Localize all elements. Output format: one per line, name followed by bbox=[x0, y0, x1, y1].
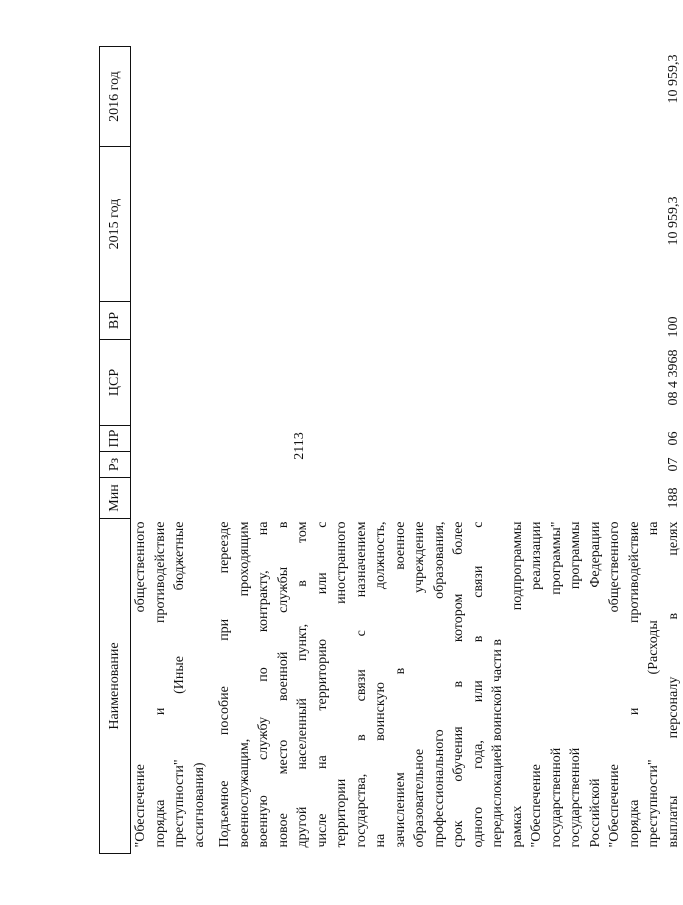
name-line: профессионального образования, bbox=[431, 521, 447, 848]
name-line: территории иностранного bbox=[334, 521, 349, 848]
budget-table bbox=[99, 46, 683, 854]
name-line: другой населенный пункт, в том bbox=[295, 521, 310, 848]
header-2015: 2015 год bbox=[100, 147, 131, 302]
header-pr: ПР bbox=[100, 426, 131, 452]
header-min: Мин bbox=[100, 478, 131, 519]
cell-rz: 07 bbox=[665, 457, 681, 472]
name-line: порядка и противодействие bbox=[152, 521, 168, 848]
name-line: "Обеспечение реализации bbox=[529, 521, 544, 848]
cell-vr: 100 bbox=[665, 316, 681, 338]
name-line: государственной программы bbox=[568, 521, 583, 848]
cell-2015: 10 959,3 bbox=[665, 196, 681, 246]
table-header-row bbox=[100, 47, 131, 854]
name-line: военнослужащим, проходящим bbox=[236, 521, 252, 848]
header-rz: Рз bbox=[100, 452, 131, 478]
name-line: срок обучения в котором более bbox=[451, 521, 466, 848]
row-name bbox=[131, 519, 210, 854]
name-line: государственной программы" bbox=[548, 521, 564, 848]
name-line: "Обеспечение общественного bbox=[607, 521, 622, 848]
name-line: зачислением в военное bbox=[392, 521, 408, 848]
name-line: ассигнования) bbox=[191, 762, 207, 848]
name-line: военную службу по контракту, на bbox=[256, 521, 271, 848]
cell-2016: 10 959,3 bbox=[665, 54, 681, 104]
header-csr: ЦСР bbox=[100, 340, 131, 426]
name-line: одного года, или в связи с bbox=[470, 521, 486, 848]
name-line: порядка и противодействие bbox=[626, 521, 642, 848]
page-number: 2113 bbox=[292, 432, 307, 460]
cell-csr: 08 4 3968 bbox=[665, 349, 681, 406]
header-name: Наименование bbox=[100, 519, 131, 854]
header-2016: 2016 год bbox=[100, 47, 131, 147]
name-line: государства, в связи с назначением bbox=[353, 521, 369, 848]
name-line: новое место военной службы в bbox=[275, 521, 291, 848]
table-row bbox=[131, 47, 210, 854]
name-line: образовательное учреждение bbox=[412, 521, 427, 848]
name-line: преступности" (Расходы на bbox=[646, 521, 661, 848]
name-line: Подъемное пособие при переезде bbox=[217, 521, 232, 848]
row-name bbox=[209, 519, 683, 854]
budget-table-sheet bbox=[99, 47, 681, 854]
name-line: рамках подпрограммы bbox=[509, 521, 525, 848]
name-line: выплаты персоналу в целях bbox=[665, 521, 681, 848]
name-line: передислокацией воинской части в bbox=[490, 638, 505, 848]
header-vr: ВР bbox=[100, 302, 131, 340]
name-line: Российской Федерации bbox=[587, 521, 603, 848]
name-line: "Обеспечение общественного bbox=[133, 521, 148, 848]
cell-min: 188 bbox=[665, 487, 681, 509]
name-line: числе на территорию или с bbox=[314, 521, 330, 848]
cell-pr: 06 bbox=[665, 431, 681, 446]
name-line: преступности" (Иные бюджетные bbox=[172, 521, 187, 848]
table-row bbox=[209, 47, 683, 854]
name-line: на воинскую должность, bbox=[373, 521, 388, 848]
